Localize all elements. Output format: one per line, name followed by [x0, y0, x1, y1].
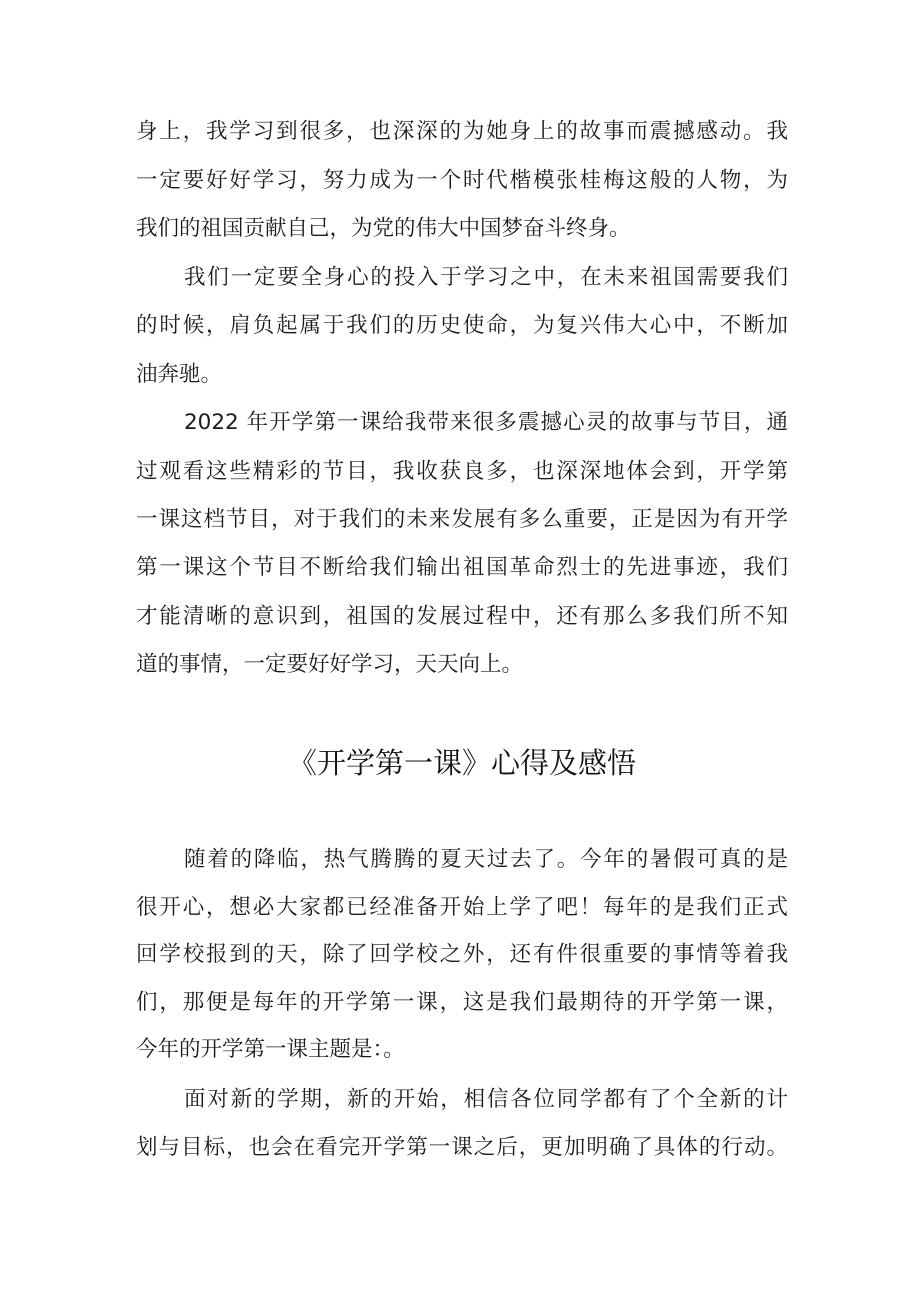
text-line: 随着的降临，热气腾腾的夏天过去了。今年的暑假可真的是: [184, 847, 788, 872]
text-line: 一定要好好学习，努力成为一个时代楷模张桂梅这般的人物，为: [136, 168, 788, 193]
text-line: 道的事情，一定要好好学习，天天向上。: [136, 652, 524, 677]
text-line: 今年的开学第一课主题是：。: [136, 1037, 405, 1062]
text-line: 回学校报到的天，除了回学校之外，还有件很重要的事情等着我: [136, 942, 788, 967]
text-line: 我们的祖国贡献自己，为党的伟大中国梦奋斗终身。: [136, 216, 631, 241]
text-line: 我们一定要全身心的投入于学习之中，在未来祖国需要我们: [184, 265, 788, 290]
text-line: 身上，我学习到很多，也深深的为她身上的故事而震撼感动。我: [136, 119, 788, 144]
text-line: 的时候，肩负起属于我们的历史使命，为复兴伟大心中，不断加: [136, 313, 788, 338]
text-line: 面对新的学期，新的开始，相信各位同学都有了个全新的计: [184, 1087, 788, 1112]
text-line: 很开心，想必大家都已经准备开始上学了吧！每年的是我们正式: [136, 895, 788, 920]
text-line: 过观看这些精彩的节目，我收获良多，也深深地体会到，开学第: [136, 459, 788, 484]
text-line: 一课这档节目，对于我们的未来发展有多么重要，正是因为有开学: [136, 507, 788, 532]
text-line: 第一课这个节目不断给我们输出祖国革命烈士的先进事迹，我们: [136, 555, 788, 580]
document-title: 《开学第一课》心得及感悟: [287, 746, 636, 780]
text-line: 划与目标，也会在看完开学第一课之后，更加明确了具体的行动。: [136, 1135, 788, 1160]
text-line: 们，那便是每年的开学第一课，这是我们最期待的开学第一课，: [136, 990, 788, 1015]
text-line: 2022 年开学第一课给我带来很多震撼心灵的故事与节目，通: [184, 410, 788, 435]
text-line: 油奔驰。: [136, 362, 223, 387]
text-line: 才能清晰的意识到，祖国的发展过程中，还有那么多我们所不知: [136, 604, 788, 629]
